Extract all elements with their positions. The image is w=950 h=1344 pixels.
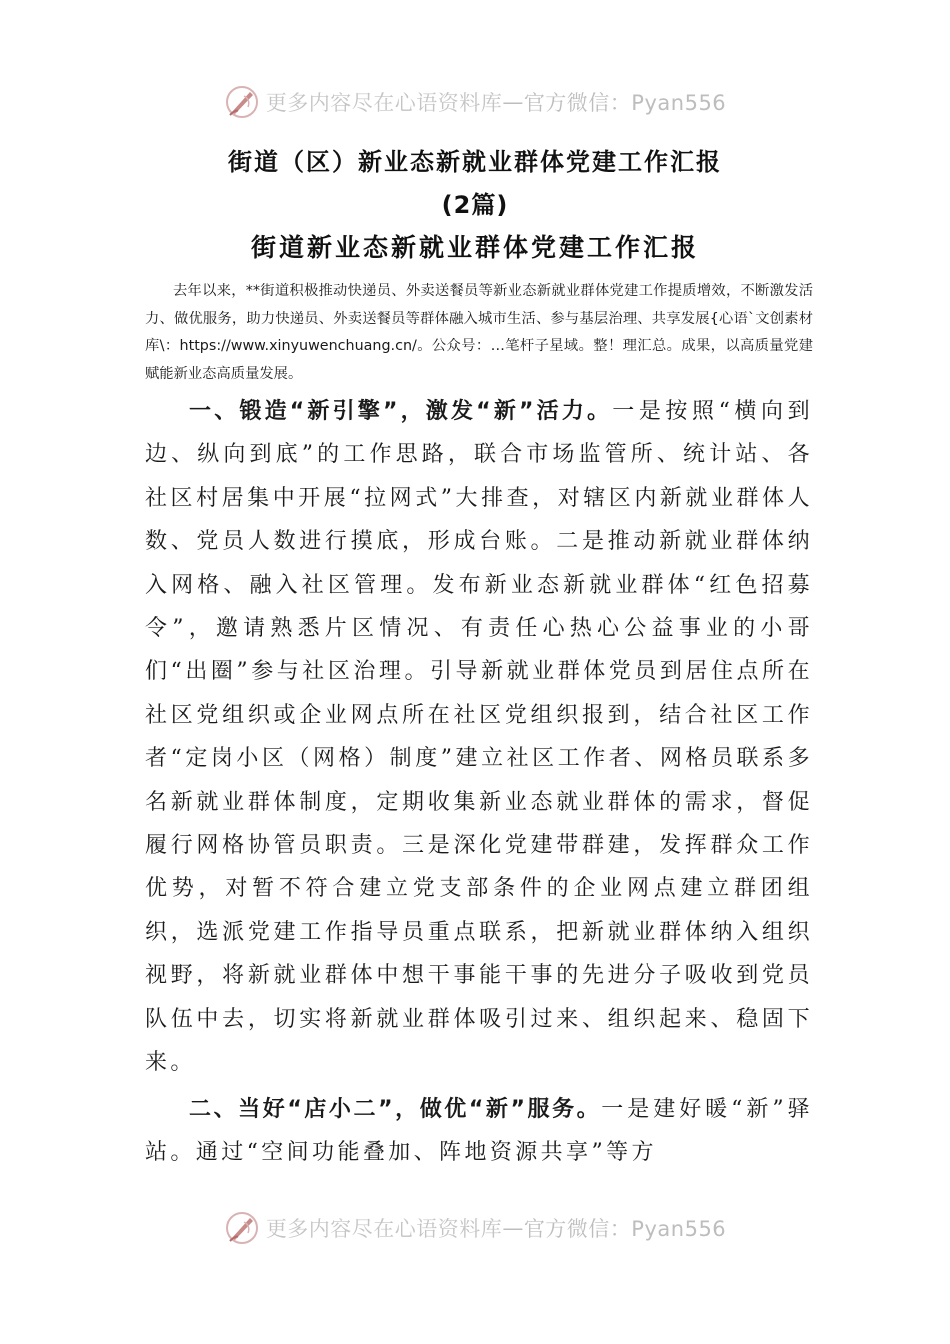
banner-wechat: 官方微信：Pyan556 [523, 1217, 727, 1241]
quill-pen-icon [224, 84, 260, 120]
paragraph-text: 一是按照“横向到边、纵向到底”的工作思路，联合市场监管所、统计站、各社区村居集中开展“拉网式”大排查，对辖区内新就业群体人数、党员人数进行摸底，形成台账。二是推动新就业群体纳入网格、融入社区管理。发布新业态新就业群体“红色招募令”，邀请熟悉片区情况、有责任心热心公益事业的小哥们“出圈”参与社区治理。引导新就业群体党员到居住点所在社区党组织或企业网点所在社区党组织报到，结合社区工作者“定岗小区（网格）制度”建立社区工作者、网格员联系多名新就业群体制度，定期收集新业态就业群体的需求，督促履行网格协管员职责。三是深化党建带群建，发挥群众工作优势，对暂不符合建立党支部条件的企业网点建立群团组织，选派党建工作指导员重点联系，把新就业群体纳入组织视野，将新就业群体中想干事能干事的先进分子吸收到党员队伍中去，切实将新就业群体吸引过来、组织起来、稳固下来。 [145, 399, 813, 1076]
section-title: 街道新业态新就业群体党建工作汇报 [250, 233, 699, 262]
banner-dash: — [502, 1216, 524, 1240]
banner-text: 更多内容尽在心语资料库 [265, 91, 503, 115]
footer-watermark-banner [0, 1206, 950, 1250]
header-watermark-banner [0, 80, 950, 124]
body-paragraph-2 [145, 1088, 813, 1175]
intro-paragraph: 去年以来，**街道积极推动快递员、外卖送餐员等新业态新就业群体党建工作提质增效，不断激发活力、做优服务，助力快递员、外卖送餐员等群体融入城市生活、参与基层治理、共享发展{心语`文创素材库\：https://www.xinyuwenchuang.cn/。公众号：…笔杆子星域。整！理汇总。成果，以高质量党建赋能新业态高质量发展。 [145, 283, 813, 382]
banner-text: 更多内容尽在心语资料库 [265, 1217, 503, 1241]
document-title: 街道（区）新业态新就业群体党建工作汇报 [228, 148, 722, 176]
quill-pen-icon [224, 1210, 260, 1246]
paragraph-heading: 一、锻造“新引擎”，激发“新”活力。 [189, 399, 613, 424]
banner-wechat: 官方微信：Pyan556 [523, 91, 727, 115]
paragraph-heading: 二、当好“店小二”，做优“新”服务。 [189, 1097, 602, 1122]
document-subtitle: (2篇) [441, 191, 509, 219]
banner-dash: — [502, 90, 524, 114]
body-paragraph-1 [145, 390, 813, 1085]
paragraph-text: 一是建好暖“新”驿站。通过“空间功能叠加、阵地资源共享”等方 [145, 1097, 813, 1166]
